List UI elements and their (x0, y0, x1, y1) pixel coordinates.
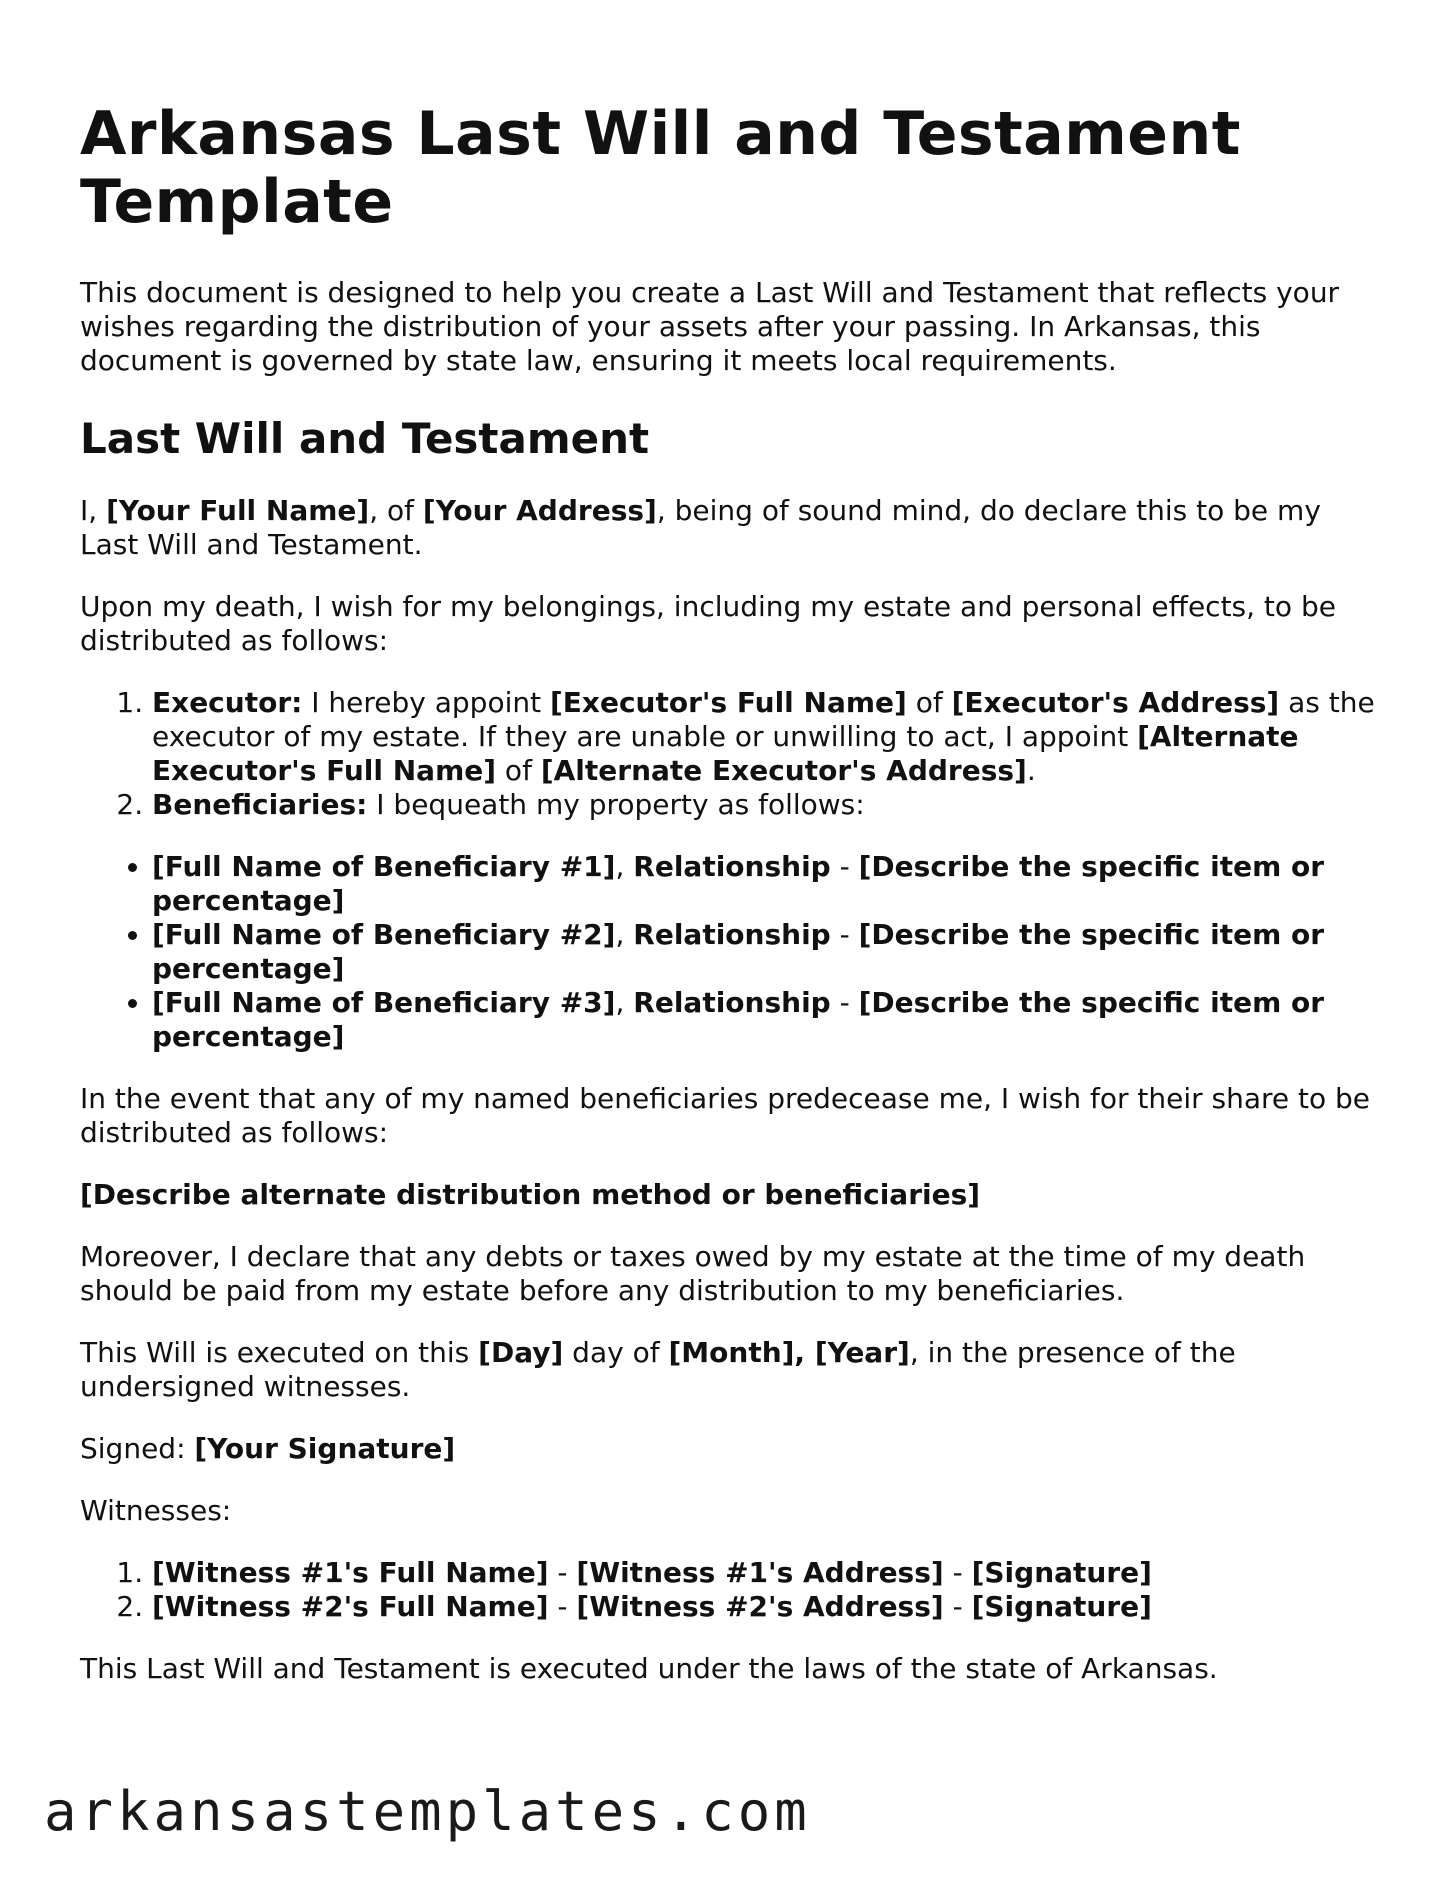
section-heading: Last Will and Testament (80, 414, 650, 463)
executor-name-placeholder: [Executor's Full Name] (549, 686, 907, 719)
signed-line: Signed: [Your Signature] (80, 1432, 456, 1465)
beneficiary-item: • [Full Name of Beneficiary #2], Relationship - [Describe the specific item or percentage] (152, 918, 1380, 986)
executor-address-placeholder: [Executor's Address] (951, 686, 1280, 719)
month-year-placeholder: [Month], [Year] (668, 1336, 910, 1369)
executor-item: 1. Executor: I hereby appoint [Executor's Full Name] of [Executor's Address] as the executor of my estate. If they are unable or unwilling to act, I appoint [Alternate Executor's Full Name] of [Alternate Executor's Address]. (152, 686, 1380, 788)
testator-address-placeholder: [Your Address] (422, 494, 657, 527)
predecease-paragraph: In the event that any of my named beneficiaries predecease me, I wish for their share to be distributed as follows: (80, 1082, 1371, 1149)
beneficiaries-label: Beneficiaries: (152, 788, 368, 821)
executor-label: Executor: (152, 686, 303, 719)
witness-list (80, 1556, 1380, 1624)
alternate-executor-address-placeholder: [Alternate Executor's Address] (540, 754, 1027, 787)
day-placeholder: [Day] (478, 1336, 564, 1369)
beneficiaries-item: 2. Beneficiaries: I bequeath my property as follows: (152, 788, 1380, 822)
intro-paragraph: This document is designed to help you create a Last Will and Testament that reflects your wishes regarding the distribution of your assets after your passing. In Arkansas, this document is governed by state law, ensuring it meets local requirements. (80, 276, 1340, 377)
closing-paragraph: This Last Will and Testament is executed under the laws of the state of Arkansas. (80, 1652, 1218, 1685)
witness-item: 1. [Witness #1's Full Name] - [Witness #1's Address] - [Signature] (152, 1556, 1380, 1590)
beneficiary-item: • [Full Name of Beneficiary #1], Relationship - [Describe the specific item or percentage] (152, 850, 1380, 918)
execution-paragraph: This Will is executed on this [Day] day of [Month], [Year], in the presence of the undersigned witnesses. (80, 1336, 1236, 1403)
signature-placeholder: [Your Signature] (194, 1432, 456, 1465)
beneficiary-list (80, 850, 1380, 1054)
site-watermark: arkansastemplates.com (44, 1780, 811, 1843)
alternate-distribution-placeholder: [Describe alternate distribution method or beneficiaries] (80, 1178, 981, 1211)
upon-death-paragraph: Upon my death, I wish for my belongings, including my estate and personal effects, to be distributed as follows: (80, 590, 1336, 657)
witnesses-label: Witnesses: (80, 1494, 232, 1527)
debts-paragraph: Moreover, I declare that any debts or taxes owed by my estate at the time of my death should be paid from my estate before any distribution to my beneficiaries. (80, 1240, 1306, 1307)
alternate-executor-name-placeholder: [Alternate Executor's Full Name] (152, 720, 1299, 787)
document-page (80, 100, 1380, 1714)
page-title: Arkansas Last Will and Testament Template (80, 99, 1241, 237)
provisions-list (80, 686, 1380, 822)
testator-name-placeholder: [Your Full Name] (106, 494, 370, 527)
beneficiary-item: • [Full Name of Beneficiary #3], Relationship - [Describe the specific item or percentage] (152, 986, 1380, 1054)
declaration-paragraph: I, [Your Full Name], of [Your Address], being of sound mind, do declare this to be my Last Will and Testament. (80, 494, 1321, 561)
witness-item: 2. [Witness #2's Full Name] - [Witness #2's Address] - [Signature] (152, 1590, 1380, 1624)
